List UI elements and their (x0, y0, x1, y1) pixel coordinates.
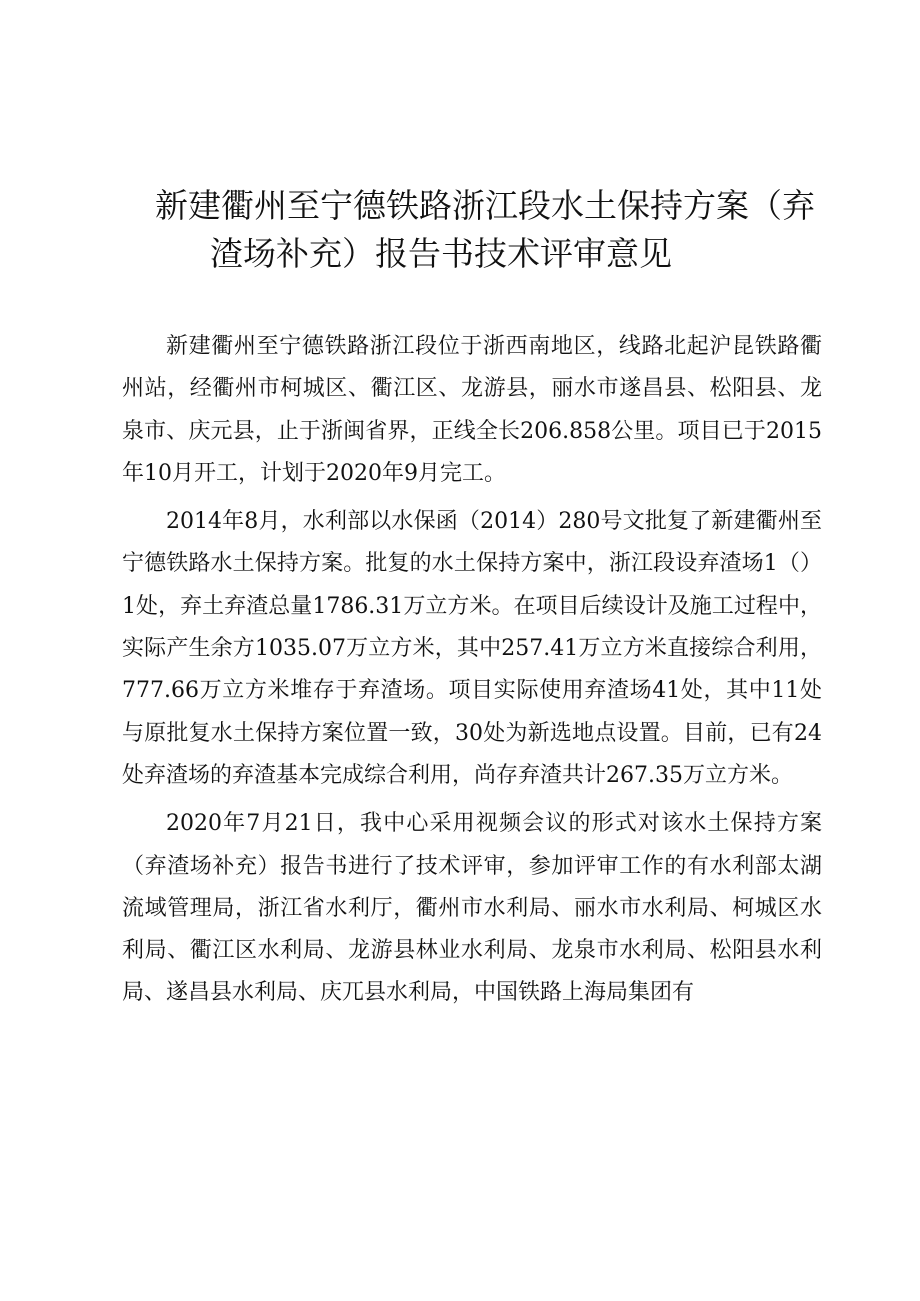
paragraph-2: 2014年8月，水利部以水保函（2014）280号文批复了新建衢州至宁德铁路水土保持方案。批复的水土保持方案中，浙江段设弃渣场1（）1处，弃土弃渣总量1786.31万立方米。在项目后续设计及施工过程中，实际产生余方1035.07万立方米，其中257.41万立方米直接综合利用，777.66万立方米堆存于弃渣场。项目实际使用弃渣场41处，其中11处与原批复水土保持方案位置一致，30处为新选地点设置。目前，已有24处弃渣场的弃渣基本完成综合利用，尚存弃渣共计267.35万立方米。 (122, 509, 822, 788)
document-title (100, 182, 830, 278)
paragraph-1: 新建衢州至宁德铁路浙江段位于浙西南地区，线路北起沪昆铁路衢州站，经衢州市柯城区、衢江区、龙游县，丽水市遂昌县、松阳县、龙泉市、庆元县，止于浙闽省界，正线全长206.858公里。项目已于2015年10月开工，计划于2020年9月完工。 (122, 334, 822, 486)
title-line-1: 新建衢州至宁德铁路浙江段水土保持方案（弃 (155, 186, 815, 225)
title-line-2: 渣场补充）报告书技术评审意见 (210, 234, 672, 273)
document-body (122, 326, 822, 1021)
paragraph-3: 2020年7月21日，我中心采用视频会议的形式对该水土保持方案（弃渣场补充）报告书进行了技术评审，参加评审工作的有水利部太湖流域管理局，浙江省水利厅，衢州市水利局、丽水市水利局、柯城区水利局、衢江区水利局、龙游县林业水利局、龙泉市水利局、松阳县水利局、遂昌县水利局、庆兀县水利局，中国铁路上海局集团有 (122, 811, 822, 1006)
